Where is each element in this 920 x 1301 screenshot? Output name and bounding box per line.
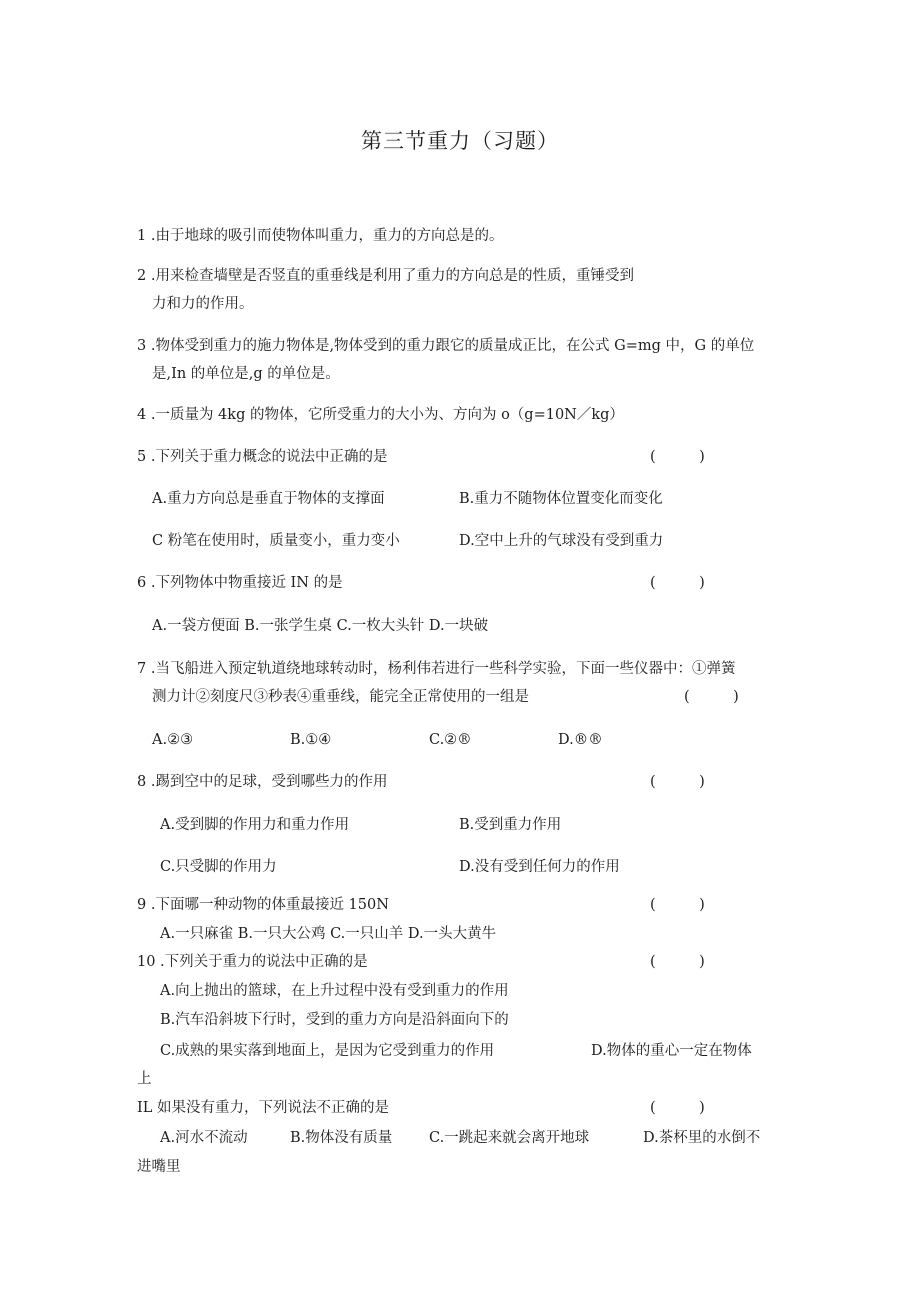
question-8-stem: 8 .踢到空中的足球，受到哪些力的作用: [137, 774, 388, 790]
question-8-option-b: B.受到重力作用: [459, 817, 562, 833]
question-10-option-c: C.成熟的果实落到地面上，是因为它受到重力的作用: [160, 1043, 495, 1059]
answer-paren-6: ( ): [650, 575, 705, 591]
answer-paren-5: ( ): [650, 449, 705, 465]
question-1: 1 .由于地球的吸引而使物体叫重力，重力的方向总是的。: [137, 228, 504, 244]
question-11-stem: IL 如果没有重力，下列说法不正确的是: [137, 1100, 389, 1116]
question-8-option-d: D.没有受到任何力的作用: [459, 859, 620, 875]
answer-paren-9: ( ): [650, 897, 705, 913]
question-11-option-c: C.一跳起来就会离开地球: [429, 1130, 590, 1146]
question-5-option-c: C 粉笔在使用时，质量变小，重力变小: [152, 533, 400, 549]
question-9-stem: 9 .下面哪一种动物的体重最接近 150N: [137, 897, 389, 913]
question-2-line-2: 力和力的作用。: [152, 296, 254, 312]
question-7-line-2: 测力计②刻度尺③秒表④重垂线，能完全正常使用的一组是: [152, 689, 529, 705]
question-5-option-b: B.重力不随物体位置变化而变化: [459, 491, 663, 507]
question-10-option-d: D.物体的重心一定在物体: [591, 1043, 752, 1059]
question-4: 4 .一质量为 4kg 的物体，它所受重力的大小为、方向为 o（g=10N／kg）: [137, 407, 624, 423]
question-3-line-2: 是,In 的单位是,g 的单位是。: [152, 366, 340, 382]
question-11-option-d-cont: 进嘴里: [137, 1159, 181, 1175]
question-8-option-c: C.只受脚的作用力: [160, 859, 277, 875]
question-6-stem: 6 .下列物体中物重接近 IN 的是: [137, 575, 343, 591]
question-10-stem: 10 .下列关于重力的说法中正确的是: [137, 954, 368, 970]
question-5-stem: 5 .下列关于重力概念的说法中正确的是: [137, 449, 388, 465]
question-10-option-a: A.向上抛出的篮球，在上升过程中没有受到重力的作用: [160, 983, 509, 999]
question-9-options: A.一只麻雀 B.一只大公鸡 C.一只山羊 D.一头大黄牛: [160, 926, 497, 942]
question-7-option-a: A.②③: [152, 732, 194, 748]
question-7-option-c: C.②®: [429, 732, 472, 748]
question-11-option-a: A.河水不流动: [160, 1130, 248, 1146]
answer-paren-10: ( ): [650, 954, 705, 970]
answer-paren-8: ( ): [650, 774, 705, 790]
question-3-line-1: 3 .物体受到重力的施力物体是,物体受到的重力跟它的质量成正比，在公式 G=mg 中，G 的单位: [137, 338, 755, 354]
question-11-option-b: B.物体没有质量: [290, 1130, 393, 1146]
question-7-option-d: D.®®: [558, 732, 603, 748]
question-2-line-1: 2 .用来检查墙壁是否竖直的重垂线是利用了重力的方向总是的性质，重锤受到: [137, 268, 634, 284]
question-7-option-b: B.①④: [290, 732, 332, 748]
question-10-option-d-cont: 上: [137, 1071, 152, 1087]
question-11-option-d: D.茶杯里的水倒不: [643, 1130, 761, 1146]
question-5-option-a: A.重力方向总是垂直于物体的支撑面: [152, 491, 385, 507]
page-title: 第三节重力（习题）: [361, 129, 559, 153]
question-7-line-1: 7 .当飞船进入预定轨道绕地球转动时，杨利伟若进行一些科学实验，下面一些仪器中：①弹簧: [137, 661, 736, 677]
question-5-option-d: D.空中上升的气球没有受到重力: [459, 533, 664, 549]
question-8-option-a: A.受到脚的作用力和重力作用: [160, 817, 350, 833]
question-10-option-b: B.汽车沿斜坡下行时，受到的重力方向是沿斜面向下的: [160, 1012, 509, 1028]
question-6-options: A.一袋方便面 B.一张学生桌 C.一枚大头针 D.一块破: [152, 618, 489, 634]
answer-paren-7: ( ): [684, 689, 739, 705]
answer-paren-11: ( ): [650, 1100, 705, 1116]
